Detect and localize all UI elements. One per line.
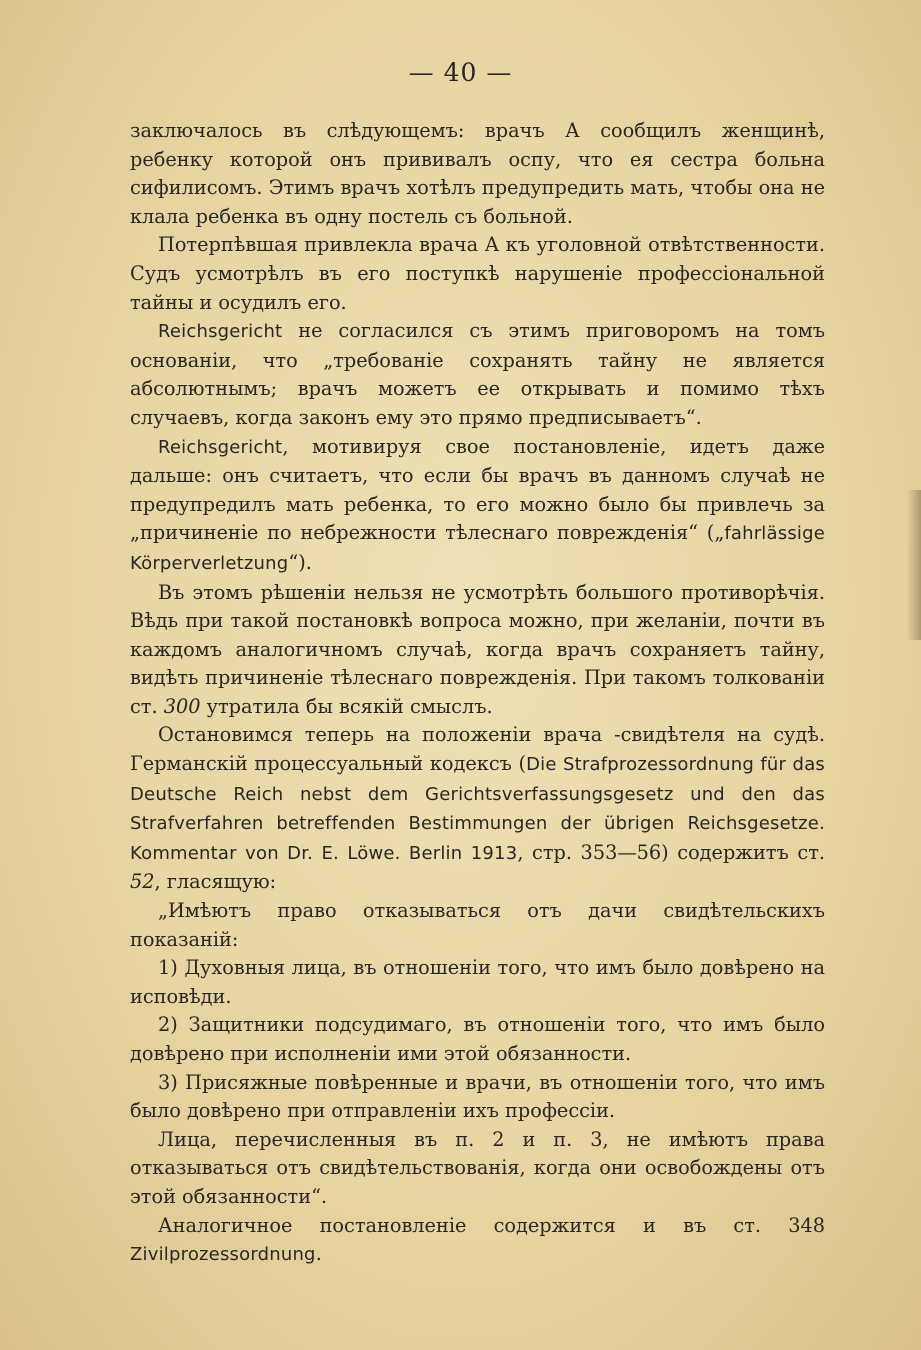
text-run: , гласящую: xyxy=(154,870,277,894)
text-run: Потерпѣвшая привлекла врача А къ уголовной отвѣтственности. Судъ усмотрѣлъ въ его поступкѣ нарушеніе профессіональной тайны и осудилъ его. xyxy=(130,233,825,314)
body-text xyxy=(130,117,825,1270)
paragraph xyxy=(130,897,825,954)
text-run: заключалось въ слѣдующемъ: врачъ А сообщилъ женщинѣ, ребенку которой онъ прививалъ оспу, что ея сестра больна сифилисомъ. Этимъ врачъ хотѣлъ предупредить мать, чтобы она не клала ребенка въ одну постель съ больной. xyxy=(130,119,825,228)
text-run: Аналогичное постановленіе содержится и въ ст. 348 xyxy=(158,1213,825,1237)
paragraph xyxy=(130,1011,825,1068)
article-number: 300 xyxy=(163,694,201,718)
paragraph xyxy=(130,1212,825,1270)
paragraph xyxy=(130,117,825,231)
german-text: Die Strafprozessordnung für das Deutsche Reich nebst dem Gerichtsverfassungsgesetz und den das Strafverfahren betreffenden Bestimmungen der übrigen Reichsgesetze. Kommentar von Dr. E. Löwe. Berlin 1913 xyxy=(130,754,825,864)
german-text: Zivilprozessordnung xyxy=(130,1244,316,1266)
paragraph xyxy=(130,231,825,317)
paragraph xyxy=(130,721,825,897)
article-number: 52 xyxy=(130,870,155,894)
paragraph xyxy=(130,1069,825,1126)
text-run: . xyxy=(315,1242,322,1266)
german-text: fahrlässige Körperverletzung xyxy=(130,523,825,574)
paragraph xyxy=(130,579,825,722)
paragraph xyxy=(130,1126,825,1212)
text-run: Лица, перечисленныя въ п. 2 и п. 3, не имѣютъ права отказываться отъ свидѣтельствованія, когда они освобождены отъ этой обязанности“. xyxy=(130,1127,825,1208)
text-run: , стр. 353—56) содержитъ ст. xyxy=(517,840,825,864)
text-run: 2) Защитники подсудимаго, въ отношеніи того, что имъ было довѣрено при исполненіи ими этой обязанности. xyxy=(130,1013,825,1065)
text-run: Въ этомъ рѣшеніи нельзя не усмотрѣть большого противорѣчія. Вѣдь при такой постановкѣ вопроса можно, при желаніи, почти въ каждомъ аналогичномъ случаѣ, когда врачъ сохраняетъ тайну, видѣть причиненіе тѣлеснаго поврежденія. При такомъ толкованіи ст. xyxy=(130,580,825,718)
german-text: Reichsgericht xyxy=(158,321,283,343)
text-run: утратила бы всякій смыслъ. xyxy=(200,694,493,718)
text-run: 3) Присяжные повѣренные и врачи, въ отношеніи того, что имъ было довѣрено при отправленіи ихъ профессіи. xyxy=(130,1070,825,1123)
paragraph xyxy=(130,433,825,579)
text-run: „Имѣютъ право отказываться отъ дачи свидѣтельскихъ показаній: xyxy=(130,899,825,951)
page-number: — 40 — xyxy=(408,58,513,87)
text-run: , мотивируя свое постановленіе, идетъ даже дальше: онъ считаетъ, что если бы врачъ въ данномъ случаѣ не предупредилъ мать ребенка, то его можно было бы привлечь за „причиненіе по небрежности тѣлеснаго поврежденія“ („ xyxy=(130,434,825,545)
page-edge-shadow xyxy=(907,490,921,640)
text-run: Остановимся теперь на положеніи врача -свидѣтеля на судѣ. Германскій процессуальный кодексъ ( xyxy=(130,723,825,776)
text-run: не согласился съ этимъ приговоромъ на томъ основаніи, что „требованіе сохранять тайну не является абсолютнымъ; врачъ можетъ ее открывать и помимо тѣхъ случаевъ, когда законъ ему это прямо предписываетъ“. xyxy=(130,319,825,429)
german-text: Reichsgericht xyxy=(158,436,283,458)
text-run: “). xyxy=(288,550,312,574)
text-run: 1) Духовныя лица, въ отношеніи того, что имъ было довѣрено на исповѣди. xyxy=(130,956,825,1008)
paragraph xyxy=(130,954,825,1011)
paragraph xyxy=(130,317,825,432)
